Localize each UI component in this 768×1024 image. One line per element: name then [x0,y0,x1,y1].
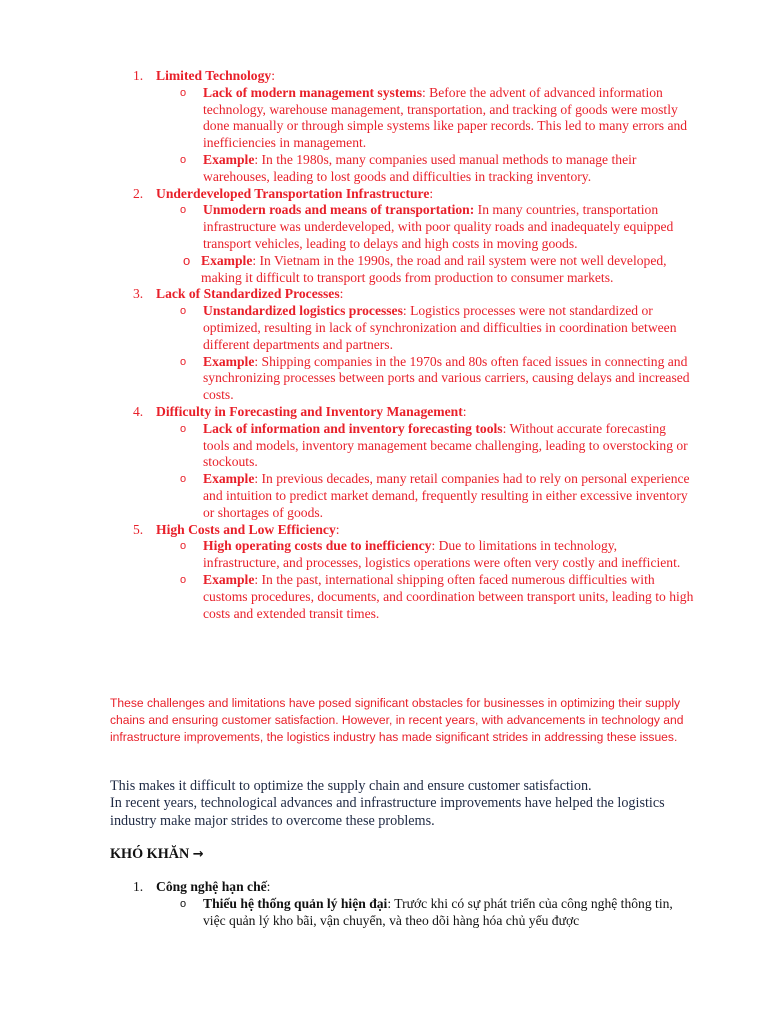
conclusion-line-1: This makes it difficult to optimize the supply chain and ensure customer satisfaction. [110,778,592,794]
item-title: Công nghệ hạn chế [156,879,267,894]
circle-bullet-icon: o [180,153,187,166]
sub-item: o Lack of information and inventory forecasting tools: Without accurate forecasting tools and models, inventory management became challenging, leading to overstocking or stockouts. [180,420,688,470]
item-title: Underdeveloped Transportation Infrastructure [156,185,430,201]
conclusion-line-2: In recent years, technological advances and infrastructure improvements have helped the logistics industry make major strides to overcome these problems. [110,795,665,829]
item-title: Lack of Standardized Processes [156,286,340,302]
vn-challenges-list [0,879,768,929]
list-item-5: 5. High Costs and Low Efficiency: [133,521,340,537]
item-title: Limited Technology [156,68,272,83]
list-number: 3. [133,286,144,302]
list-item-4: 4. Difficulty in Forecasting and Inventory Management: [133,403,467,419]
sub-item: o Lack of modern management systems: Before the advent of advanced information technology, warehouse management, transportation, and tracking of goods were mostly done manually or through simple systems like paper records. This led to many errors and inefficiencies in management. [180,84,688,151]
list-number: 5. [133,521,144,537]
sub-item: o High operating costs due to inefficiency: Due to limitations in technology, infrastructure, and processes, logistics operations were often very costly and inefficient. [180,538,681,571]
sub-item: o Example: In the 1980s, many companies used manual methods to manage their warehouses, leading to lost goods and difficulties in tracking inventory. [180,151,637,184]
circle-bullet-icon: o [180,204,187,217]
circle-bullet-icon: o [180,305,187,318]
section-heading: KHÓ KHĂN → [110,846,204,862]
circle-bullet-icon: o [183,252,191,268]
list-number: 1. [133,68,144,83]
vn-list-item-1: 1. Công nghệ hạn chế: [133,879,271,894]
circle-bullet-icon: o [180,86,187,99]
sub-item: o Example: In the past, international shipping often faced numerous difficulties with customs procedures, documents, and coordination between transport units, leading to high costs and extended transit times. [180,571,694,621]
circle-bullet-icon: o [180,355,187,368]
circle-bullet-icon: o [180,897,187,910]
circle-bullet-icon: o [180,473,187,486]
summary-paragraph: These challenges and limitations have posed significant obstacles for businesses in optimizing their supply chains and ensuring customer satisfaction. However, in recent years, with advancements in technology and infrastructure improvements, the logistics industry has made significant strides in addressing these issues. [110,696,684,745]
sub-item: o Example: Shipping companies in the 1970s and 80s often faced issues in connecting and synchronizing processes between ports and various carriers, causing delays and increased costs. [180,353,690,403]
sub-item: o Example: In previous decades, many retail companies had to rely on personal experience and intuition to predict market demand, frequently resulting in either excessive inventory or shortages of goods. [180,471,690,520]
list-number: 4. [133,403,144,419]
list-item-1: 1. Limited Technology: [133,68,275,83]
list-item-3: 3. Lack of Standardized Processes: [133,286,344,302]
sub-item: o Unstandardized logistics processes: Logistics processes were not standardized or optimized, resulting in lack of synchronization and difficulties in coordination between different departments and partners. [180,303,677,352]
conclusion-paragraph [110,778,710,830]
list-number: 1. [133,879,144,894]
circle-bullet-icon: o [180,422,187,435]
circle-bullet-icon: o [180,573,187,586]
sub-item: o Thiếu hệ thống quản lý hiện đại: Trước khi có sự phát triển của công nghệ thông tin, việc quản lý kho bãi, vận chuyển, và theo dõi hàng hóa chủ yếu được [180,895,673,928]
list-number: 2. [133,185,144,201]
arrow-right-icon: → [192,847,204,862]
list-item-2: 2. Underdeveloped Transportation Infrastructure: [133,185,434,201]
circle-bullet-icon: o [180,540,187,553]
item-title: High Costs and Low Efficiency [156,521,336,537]
item-title: Difficulty in Forecasting and Inventory Management [156,403,463,419]
sub-item: o Unmodern roads and means of transportation: In many countries, transportation infrastructure was underdeveloped, with poor quality roads and inadequately equipped transport vehicles, leading to delays and high costs in moving goods. [180,202,674,251]
challenges-list [0,68,768,622]
sub-item: o Example: In Vietnam in the 1990s, the road and rail system were not well developed, making it difficult to transport goods from production to consumer markets. [183,252,667,285]
